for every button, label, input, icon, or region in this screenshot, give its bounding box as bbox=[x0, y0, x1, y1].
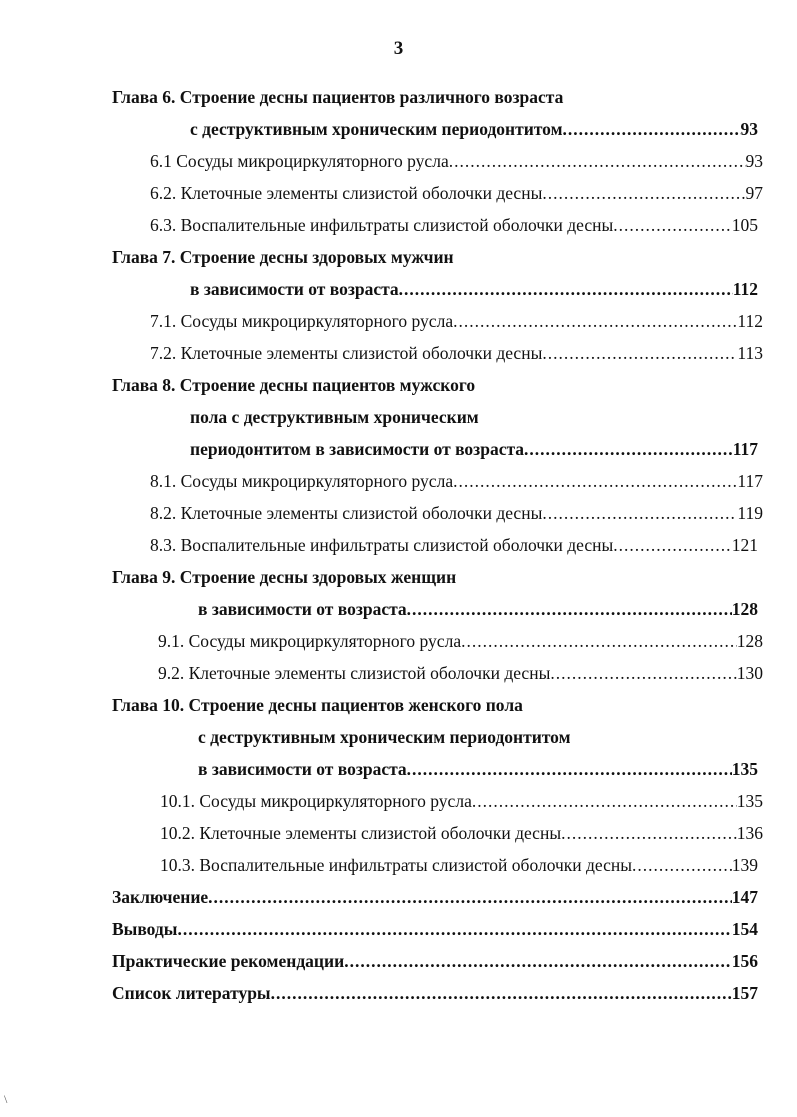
chapter-10-entry[interactable] bbox=[198, 756, 758, 782]
toc-section-8-1[interactable] bbox=[150, 468, 763, 494]
section-title: 6.3. Воспалительные инфильтраты слизистой оболочки десны bbox=[150, 215, 614, 235]
section-page: 97 bbox=[745, 183, 763, 203]
chapter-9-heading: Глава 9. Строение десны здоровых женщин bbox=[112, 567, 457, 587]
dot-leader bbox=[561, 820, 737, 846]
entry-title: Список литературы bbox=[112, 983, 271, 1003]
section-title: 7.2. Клеточные элементы слизистой оболочки десны bbox=[150, 343, 543, 363]
dot-leader bbox=[344, 948, 732, 974]
entry-page: 157 bbox=[731, 983, 758, 1003]
toc-section-7-1[interactable] bbox=[150, 308, 763, 334]
section-title: 8.1. Сосуды микроциркуляторного русла bbox=[150, 471, 454, 491]
toc-references[interactable] bbox=[112, 980, 758, 1006]
section-title: 6.1 Сосуды микроциркуляторного русла bbox=[150, 151, 449, 171]
toc-section-6-1[interactable] bbox=[150, 148, 763, 174]
section-title: 8.2. Клеточные элементы слизистой оболочки десны bbox=[150, 503, 543, 523]
dot-leader bbox=[613, 532, 731, 558]
chapter-8-title-end: периодонтитом в зависимости от возраста bbox=[190, 439, 525, 459]
dot-leader bbox=[542, 340, 737, 366]
toc-conclusion[interactable] bbox=[112, 884, 758, 910]
chapter-7-entry[interactable] bbox=[190, 276, 758, 302]
chapter-6-title-end: с деструктивным хроническим периодонтитом bbox=[190, 119, 563, 139]
dot-leader bbox=[542, 500, 737, 526]
entry-title: Заключение bbox=[112, 887, 209, 907]
dot-leader bbox=[453, 308, 737, 334]
section-page: 128 bbox=[736, 631, 763, 651]
dot-leader bbox=[542, 180, 745, 206]
chapter-9-page: 128 bbox=[731, 599, 758, 619]
toc-section-9-2[interactable] bbox=[158, 660, 763, 686]
page-number: 3 bbox=[393, 38, 404, 59]
entry-page: 156 bbox=[731, 951, 758, 971]
chapter-10-heading-line-2: с деструктивным хроническим периодонтитом bbox=[198, 727, 571, 747]
toc-section-10-2[interactable] bbox=[160, 820, 763, 846]
section-title: 8.3. Воспалительные инфильтраты слизистой оболочки десны bbox=[150, 535, 614, 555]
dot-leader bbox=[632, 852, 732, 878]
dot-leader bbox=[271, 980, 732, 1006]
section-title: 10.2. Клеточные элементы слизистой оболочки десны bbox=[160, 823, 562, 843]
section-page: 135 bbox=[736, 791, 763, 811]
dot-leader bbox=[177, 916, 731, 942]
chapter-7-page: 112 bbox=[732, 279, 758, 299]
chapter-8-heading: Глава 8. Строение десны пациентов мужского bbox=[112, 375, 476, 395]
chapter-7-title-end: в зависимости от возраста bbox=[190, 279, 399, 299]
toc-findings[interactable] bbox=[112, 916, 758, 942]
dot-leader bbox=[613, 212, 731, 238]
section-page: 119 bbox=[737, 503, 763, 523]
chapter-6-page: 93 bbox=[740, 119, 758, 139]
section-title: 9.2. Клеточные элементы слизистой оболочки десны bbox=[158, 663, 551, 683]
chapter-9-title-end: в зависимости от возраста bbox=[198, 599, 407, 619]
entry-title: Практические рекомендации bbox=[112, 951, 345, 971]
dot-leader bbox=[208, 884, 732, 910]
section-page: 112 bbox=[737, 311, 763, 331]
section-page: 105 bbox=[731, 215, 758, 235]
section-title: 10.3. Воспалительные инфильтраты слизистой оболочки десны bbox=[160, 855, 633, 875]
toc-section-6-3[interactable] bbox=[150, 212, 758, 238]
chapter-7-heading: Глава 7. Строение десны здоровых мужчин bbox=[112, 247, 454, 267]
toc-section-8-2[interactable] bbox=[150, 500, 763, 526]
chapter-10-title-end: в зависимости от возраста bbox=[198, 759, 407, 779]
dot-leader bbox=[461, 628, 737, 654]
chapter-6-entry[interactable] bbox=[190, 116, 758, 142]
chapter-10-page: 135 bbox=[731, 759, 758, 779]
dot-leader bbox=[472, 788, 737, 814]
dot-leader bbox=[453, 468, 737, 494]
chapter-6-heading: Глава 6. Строение десны пациентов различного возраста bbox=[112, 87, 564, 107]
dot-leader bbox=[550, 660, 736, 686]
section-page: 130 bbox=[736, 663, 763, 683]
chapter-8-heading-line-2: пола с деструктивным хроническим bbox=[190, 407, 479, 427]
dot-leader bbox=[407, 596, 732, 622]
section-page: 136 bbox=[736, 823, 763, 843]
dot-leader bbox=[449, 148, 746, 174]
section-title: 6.2. Клеточные элементы слизистой оболочки десны bbox=[150, 183, 543, 203]
toc-section-9-1[interactable] bbox=[158, 628, 763, 654]
chapter-9-entry[interactable] bbox=[198, 596, 758, 622]
section-title: 7.1. Сосуды микроциркуляторного русла bbox=[150, 311, 454, 331]
dot-leader bbox=[399, 276, 733, 302]
toc-section-8-3[interactable] bbox=[150, 532, 758, 558]
section-page: 93 bbox=[745, 151, 763, 171]
section-page: 139 bbox=[731, 855, 758, 875]
section-page: 117 bbox=[737, 471, 763, 491]
toc-section-6-2[interactable] bbox=[150, 180, 763, 206]
section-page: 121 bbox=[731, 535, 758, 555]
entry-page: 147 bbox=[731, 887, 758, 907]
toc-section-10-1[interactable] bbox=[160, 788, 763, 814]
entry-title: Выводы bbox=[112, 919, 178, 939]
entry-page: 154 bbox=[731, 919, 758, 939]
section-title: 9.1. Сосуды микроциркуляторного русла bbox=[158, 631, 462, 651]
dot-leader bbox=[563, 116, 741, 142]
chapter-8-page: 117 bbox=[732, 439, 758, 459]
dot-leader bbox=[407, 756, 732, 782]
toc-section-7-2[interactable] bbox=[150, 340, 763, 366]
section-title: 10.1. Сосуды микроциркуляторного русла bbox=[160, 791, 472, 811]
dot-leader bbox=[524, 436, 733, 462]
chapter-10-heading: Глава 10. Строение десны пациентов женского пола bbox=[112, 695, 523, 715]
toc-section-10-3[interactable] bbox=[160, 852, 758, 878]
section-page: 113 bbox=[737, 343, 763, 363]
toc-recommendations[interactable] bbox=[112, 948, 758, 974]
scan-artifact-mark: \ bbox=[4, 1092, 8, 1106]
chapter-8-entry[interactable] bbox=[190, 436, 758, 462]
